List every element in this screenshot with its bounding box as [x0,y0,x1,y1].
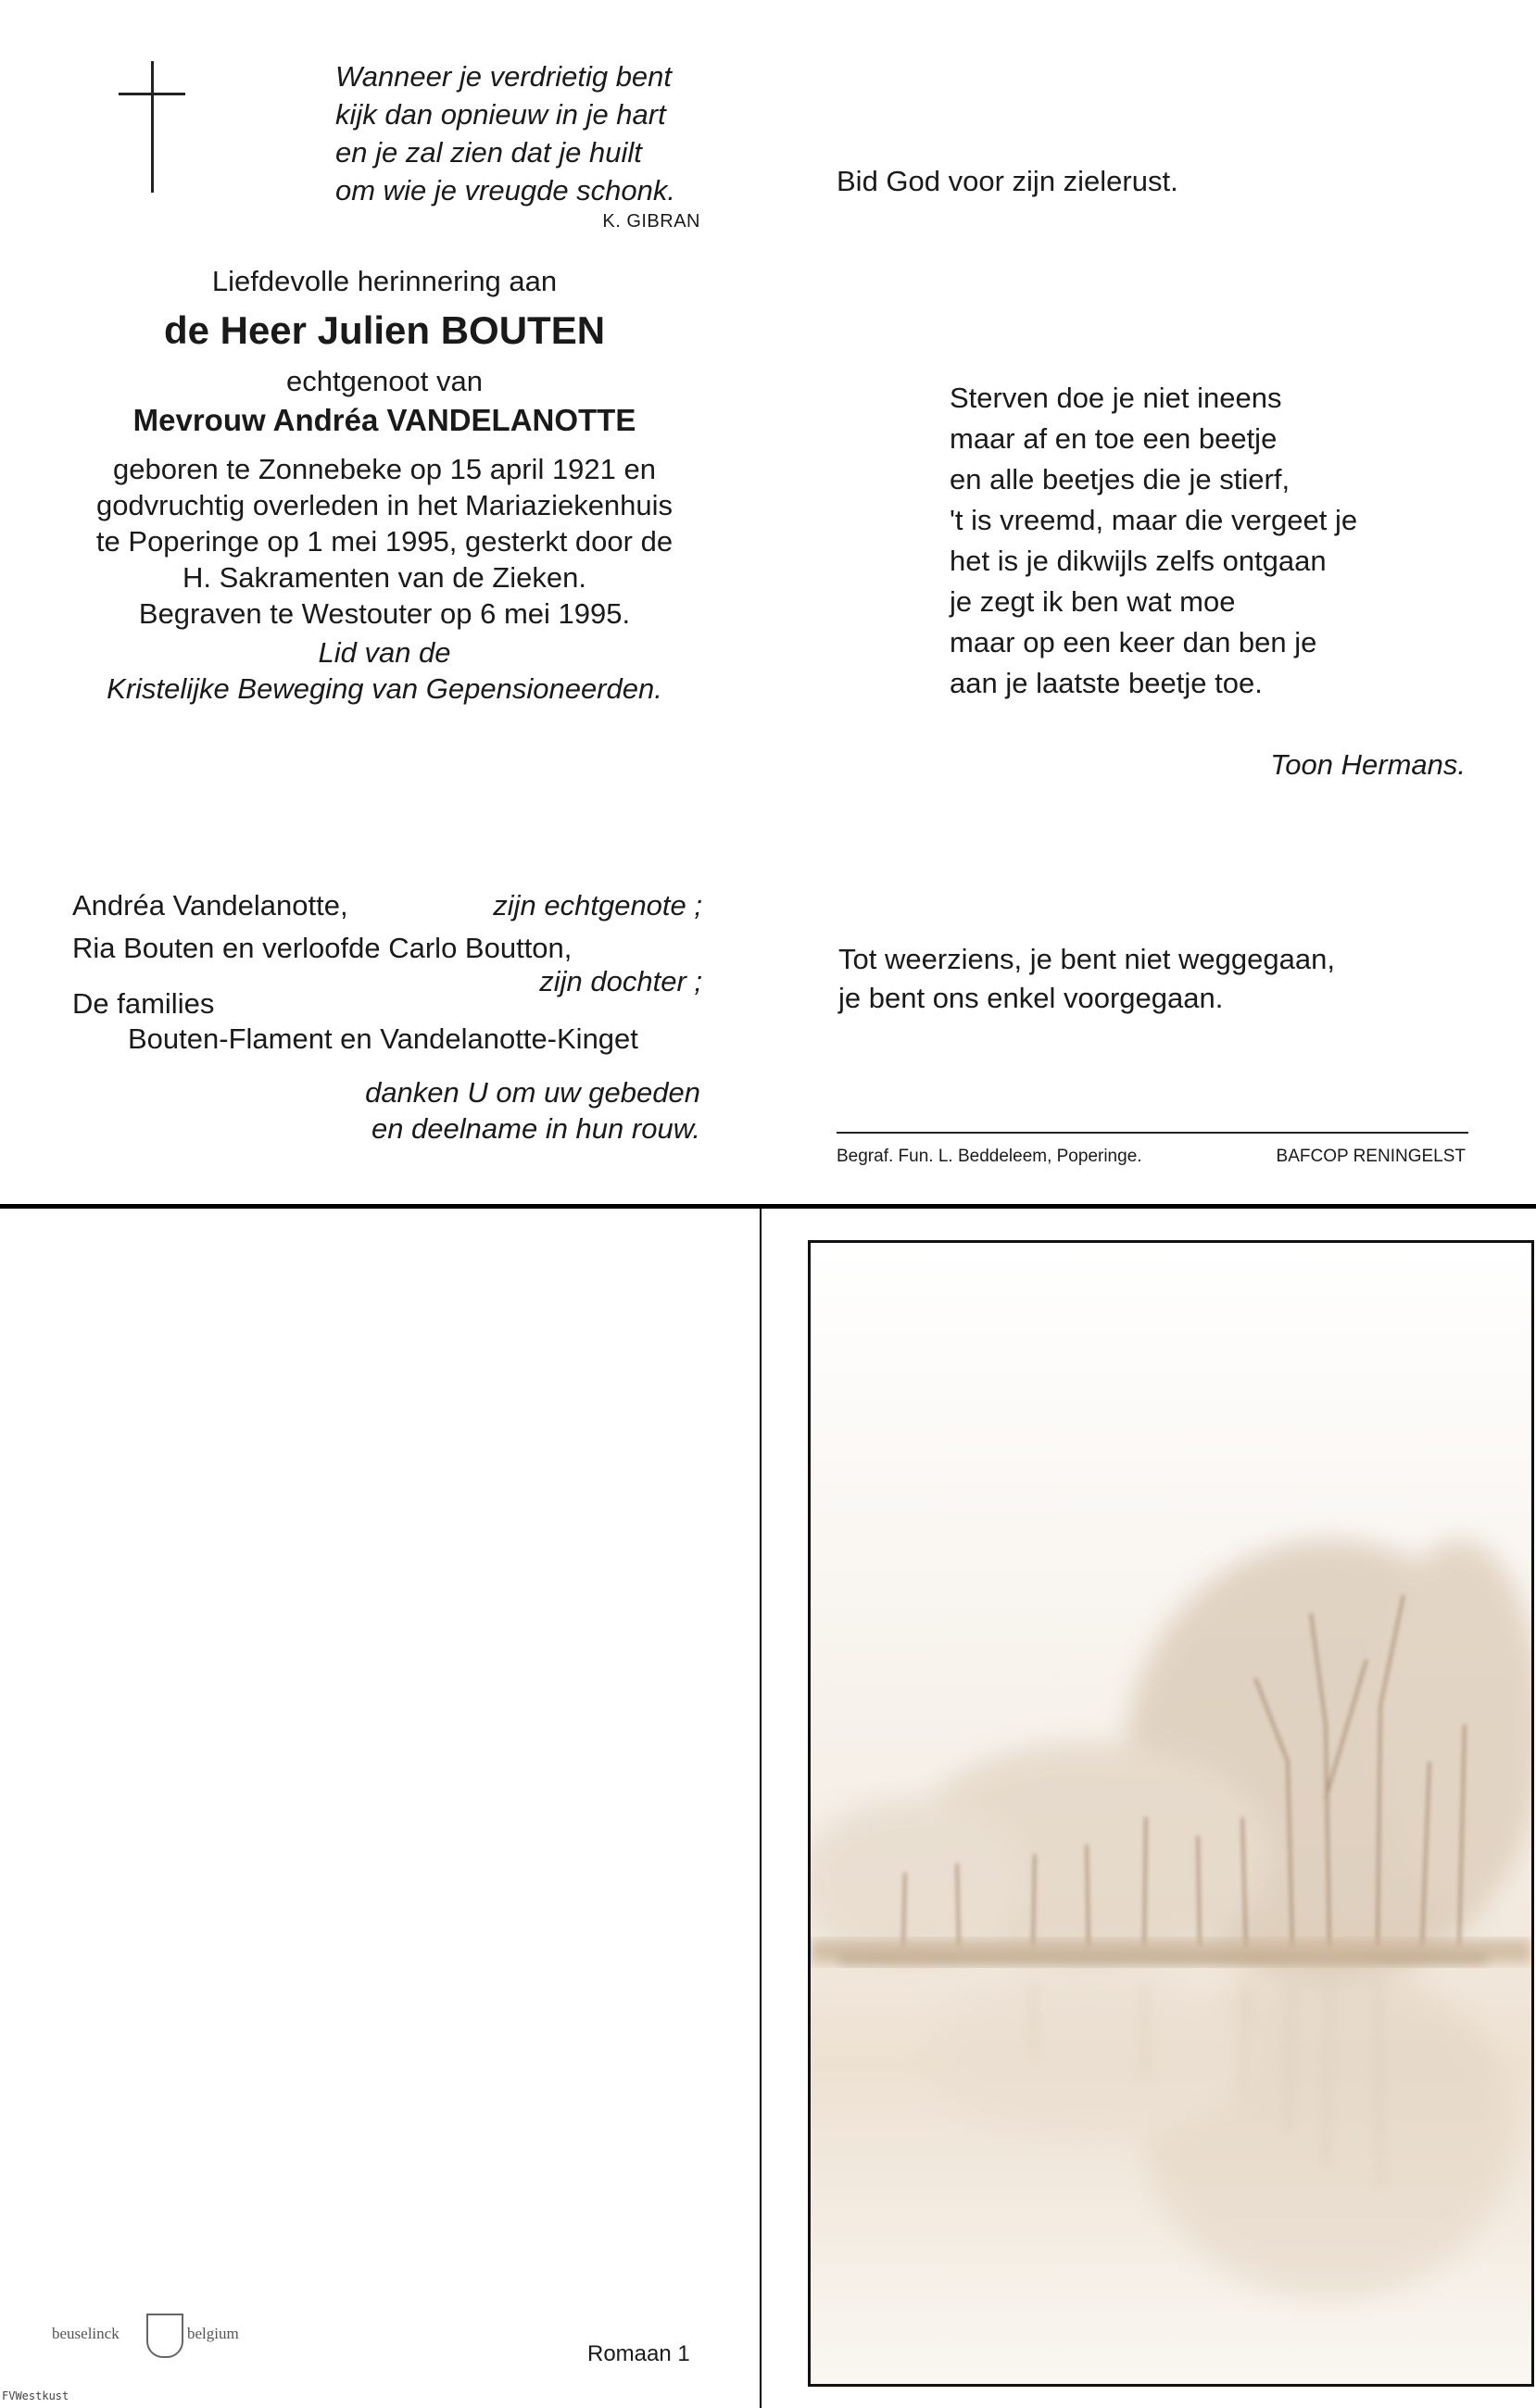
membership [37,634,732,707]
poem [950,378,1505,704]
epigraph-author: K. GIBRAN [602,211,700,232]
prayer: Bid God voor zijn zielerust. [837,165,1178,197]
printer: BAFCOP RENINGELST [1276,1147,1466,1166]
epigraph [335,57,724,209]
membership-line: Lid van de [318,636,451,669]
farewell [838,940,1487,1018]
poem-author: Toon Hermans. [1270,748,1466,781]
biography-line: godvruchtig overleden in het Mariaziekenhuis [95,489,674,521]
epigraph-line: kijk dan opnieuw in je hart [335,98,666,131]
poem-line: je zegt ik ben wat moe [950,585,1236,618]
cross-icon-bar [119,93,185,95]
poem-line: Sterven doe je niet ineens [950,382,1282,414]
farewell-line: Tot weerziens, je bent niet weggegaan, [838,943,1335,975]
poem-line: maar op een keer dan ben je [950,626,1317,658]
biography-line: H. Sakramenten van de Zieken. [183,561,586,594]
thanks [278,1074,700,1147]
poem-line: 't is vreemd, maar die vergeet je [950,504,1358,536]
epigraph-line: en je zal zien dat je huilt [335,136,642,169]
biography-line: Begraven te Westouter op 6 mei 1995. [138,597,631,630]
thanks-line: en deelname in hun rouw. [371,1112,700,1145]
funeral-home: Begraf. Fun. L. Beddeleem, Poperinge. [837,1147,1142,1166]
memorial-intro: Liefdevolle herinnering aan [211,265,558,297]
biography-line: geboren te Zonnebeke op 15 april 1921 en [112,453,657,485]
series-label: Romaan 1 [587,2341,690,2366]
membership-line: Kristelijke Beweging van Gepensioneerden. [107,672,662,705]
epigraph-line: Wanneer je verdrietig bent [335,60,673,93]
families-names: Bouten-Flament en Vandelanotte-Kinget [128,1022,638,1055]
relation-label: echtgenoot van [285,365,483,397]
spouse-name: Mevrouw Andréa VANDELANOTTE [132,403,636,437]
deceased-name: de Heer Julien BOUTEN [163,308,606,352]
cross-icon [151,61,154,193]
publisher-name-right: belgium [187,2325,239,2342]
biography-line: te Poperinge op 1 mei 1995, gesterkt door de [95,525,674,558]
biography [37,451,732,632]
poem-line: het is je dikwijls zelfs ontgaan [950,545,1327,577]
footer-divider [837,1132,1468,1134]
thanks-line: danken U om uw gebeden [365,1076,700,1109]
family-daughter-name: Ria Bouten en verloofde Carlo Boutton, [72,932,573,964]
publisher-logo [52,2314,237,2360]
poem-line: aan je laatste beetje toe. [950,667,1263,699]
family-spouse-name: Andréa Vandelanotte, [72,889,348,922]
family-daughter-role: zijn dochter ; [539,965,702,997]
publisher-emblem-icon [146,2314,183,2358]
cover-picture-frame [808,1240,1534,2387]
watermark: FVWestkust [2,2389,69,2402]
memorial-card-back [0,1209,760,2408]
memorial-card-front [762,1209,1536,2408]
poem-line: en alle beetjes die je stierf, [950,463,1290,495]
families-label: De families [72,987,215,1020]
poem-line: maar af en toe een beetje [950,422,1278,455]
family-spouse-role: zijn echtgenote ; [493,889,702,922]
epigraph-line: om wie je vreugde schonk. [335,174,676,207]
farewell-line: je bent ons enkel voorgegaan. [838,982,1224,1014]
misty-trees-landscape-image [811,1243,1531,2384]
publisher-name-left: beuselinck [52,2325,120,2342]
